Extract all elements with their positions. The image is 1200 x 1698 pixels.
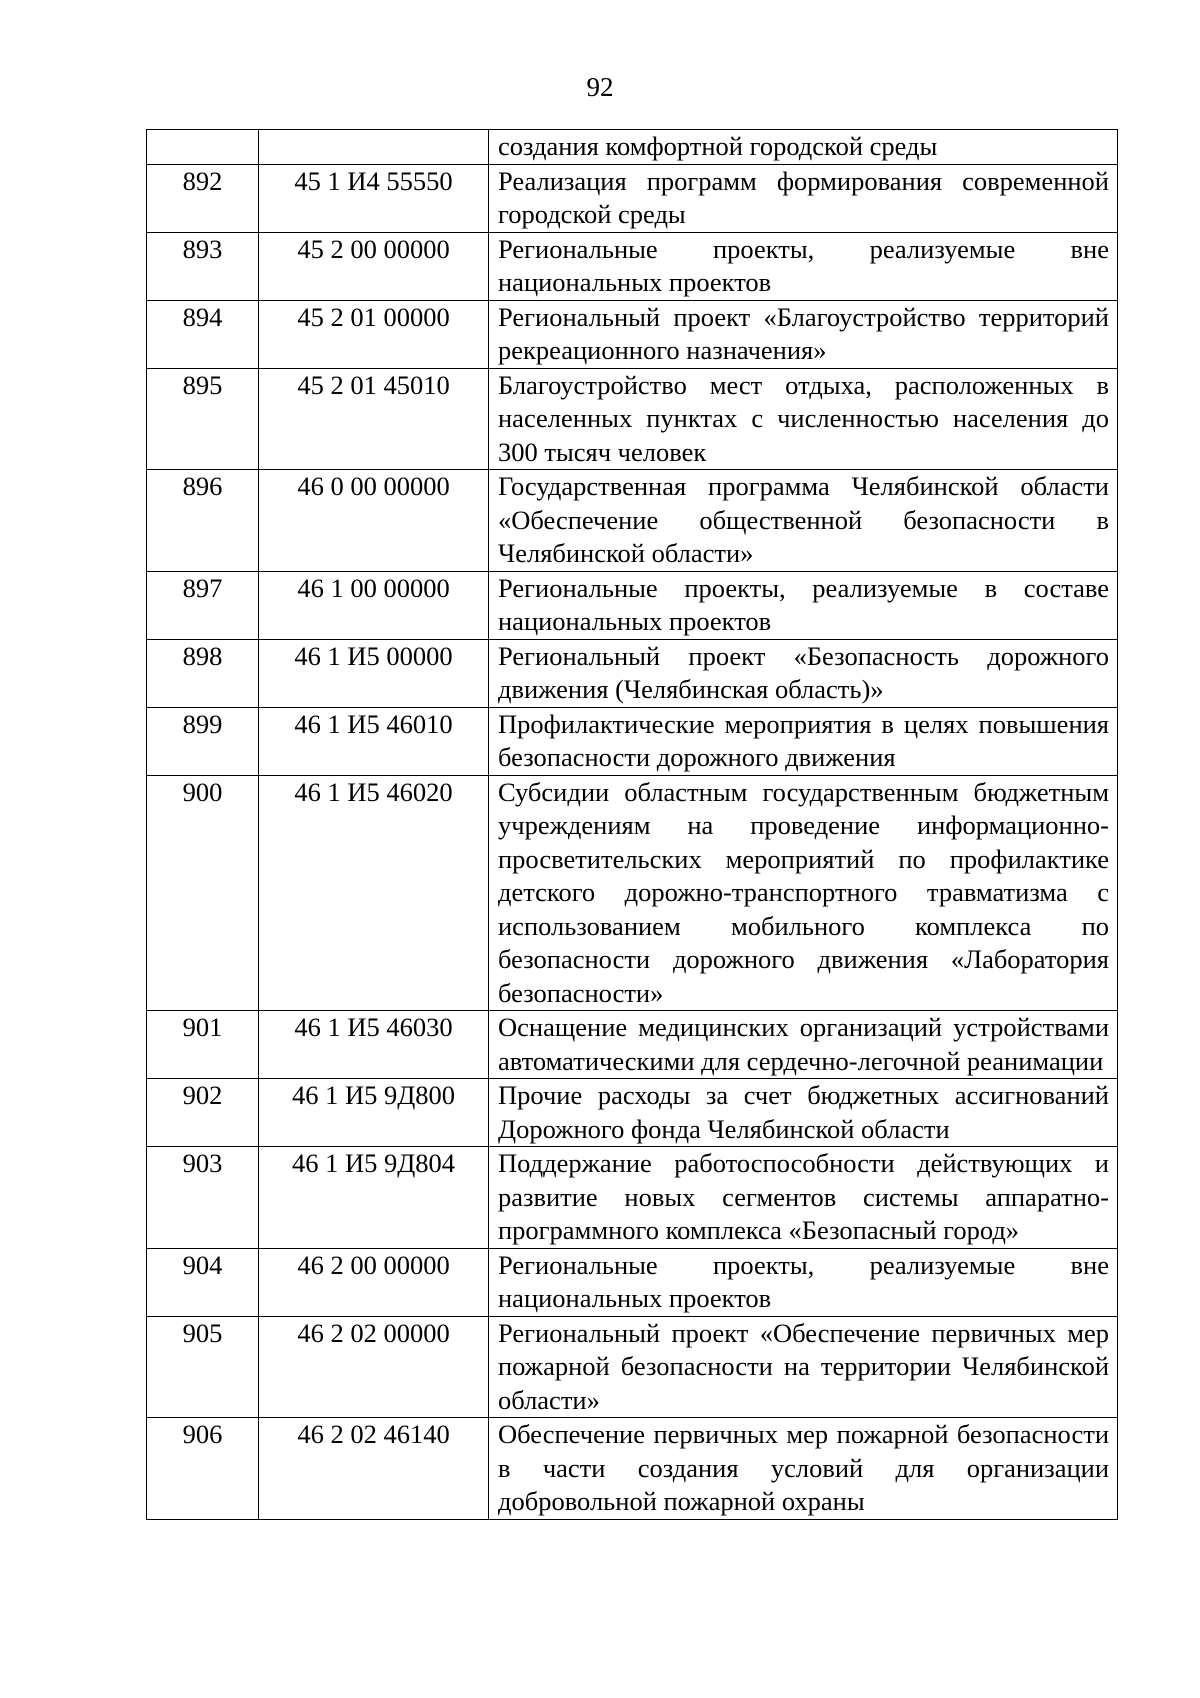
row-number-cell: 892 xyxy=(147,164,259,232)
row-number-cell: 897 xyxy=(147,571,259,639)
table-row xyxy=(147,571,1118,639)
row-number-cell: 903 xyxy=(147,1147,259,1249)
table-row xyxy=(147,1011,1118,1079)
target-code-cell: 46 2 02 46140 xyxy=(259,1418,489,1520)
description-cell: Региональный проект «Безопасность дорожного движения (Челябинская область)» xyxy=(489,639,1118,707)
description-cell: Региональный проект «Обеспечение первичных мер пожарной безопасности на территории Челябинской области» xyxy=(489,1316,1118,1418)
description-cell: Оснащение медицинских организаций устройствами автоматическими для сердечно-легочной реанимации xyxy=(489,1011,1118,1079)
table-row xyxy=(147,775,1118,1011)
table-row xyxy=(147,368,1118,470)
target-code-cell: 46 1 И5 00000 xyxy=(259,639,489,707)
target-code-cell: 46 1 И5 46030 xyxy=(259,1011,489,1079)
row-number-cell: 900 xyxy=(147,775,259,1011)
table-row xyxy=(147,232,1118,300)
description-cell: создания комфортной городской среды xyxy=(489,130,1118,165)
row-number-cell: 906 xyxy=(147,1418,259,1520)
target-code-cell: 45 2 01 00000 xyxy=(259,300,489,368)
target-code-cell: 46 0 00 00000 xyxy=(259,470,489,572)
row-number-cell: 902 xyxy=(147,1079,259,1147)
description-cell: Обеспечение первичных мер пожарной безопасности в части создания условий для организации добровольной пожарной охраны xyxy=(489,1418,1118,1520)
description-cell: Региональные проекты, реализуемые вне национальных проектов xyxy=(489,232,1118,300)
target-code-cell: 46 1 И5 46010 xyxy=(259,707,489,775)
description-cell: Государственная программа Челябинской области «Обеспечение общественной безопасности в Челябинской области» xyxy=(489,470,1118,572)
target-code-cell: 46 1 И5 9Д804 xyxy=(259,1147,489,1249)
table-row xyxy=(147,164,1118,232)
table-row xyxy=(147,470,1118,572)
row-number-cell xyxy=(147,130,259,165)
table-row xyxy=(147,1248,1118,1316)
description-cell: Благоустройство мест отдыха, расположенных в населенных пунктах с численностью населения до 300 тысяч человек xyxy=(489,368,1118,470)
target-code-cell: 45 2 01 45010 xyxy=(259,368,489,470)
page-number: 92 xyxy=(586,72,614,102)
target-code-cell: 46 1 И5 9Д800 xyxy=(259,1079,489,1147)
target-code-cell: 46 1 00 00000 xyxy=(259,571,489,639)
target-code-cell: 45 1 И4 55550 xyxy=(259,164,489,232)
table-row xyxy=(147,1418,1118,1520)
row-number-cell: 895 xyxy=(147,368,259,470)
description-cell: Поддержание работоспособности действующих и развитие новых сегментов системы аппаратно-программного комплекса «Безопасный город» xyxy=(489,1147,1118,1249)
target-code-cell: 45 2 00 00000 xyxy=(259,232,489,300)
row-number-cell: 893 xyxy=(147,232,259,300)
row-number-cell: 904 xyxy=(147,1248,259,1316)
target-code-cell: 46 1 И5 46020 xyxy=(259,775,489,1011)
row-number-cell: 901 xyxy=(147,1011,259,1079)
target-code-cell xyxy=(259,130,489,165)
target-code-cell: 46 2 00 00000 xyxy=(259,1248,489,1316)
row-number-cell: 905 xyxy=(147,1316,259,1418)
table-body xyxy=(147,130,1118,1520)
description-cell: Региональные проекты, реализуемые в составе национальных проектов xyxy=(489,571,1118,639)
table-row xyxy=(147,639,1118,707)
description-cell: Реализация программ формирования современной городской среды xyxy=(489,164,1118,232)
table-row xyxy=(147,300,1118,368)
row-number-cell: 894 xyxy=(147,300,259,368)
table-row xyxy=(147,1316,1118,1418)
table-row xyxy=(147,1079,1118,1147)
description-cell: Региональный проект «Благоустройство территорий рекреационного назначения» xyxy=(489,300,1118,368)
row-number-cell: 898 xyxy=(147,639,259,707)
description-cell: Региональные проекты, реализуемые вне национальных проектов xyxy=(489,1248,1118,1316)
target-code-cell: 46 2 02 00000 xyxy=(259,1316,489,1418)
classification-table xyxy=(146,129,1118,1520)
description-cell: Профилактические мероприятия в целях повышения безопасности дорожного движения xyxy=(489,707,1118,775)
description-cell: Прочие расходы за счет бюджетных ассигнований Дорожного фонда Челябинской области xyxy=(489,1079,1118,1147)
table-row xyxy=(147,1147,1118,1249)
table-row xyxy=(147,130,1118,165)
table-row xyxy=(147,707,1118,775)
row-number-cell: 899 xyxy=(147,707,259,775)
description-cell: Субсидии областным государственным бюджетным учреждениям на проведение информационно-просветительских мероприятий по профилактике детского дорожно-транспортного травматизма с использованием мобильного комплекса по безопасности дорожного движения «Лаборатория безопасности» xyxy=(489,775,1118,1011)
row-number-cell: 896 xyxy=(147,470,259,572)
